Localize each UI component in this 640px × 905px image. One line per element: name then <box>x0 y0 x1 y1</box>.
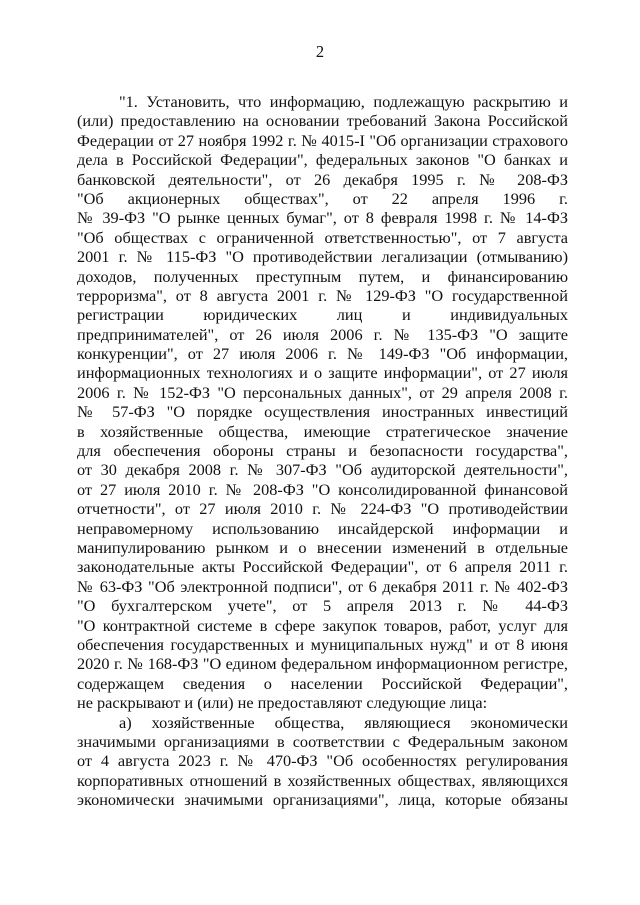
text-line: № 39-ФЗ "О рынке ценных бумаг", от 8 февраля 1998 г. № 14-ФЗ <box>77 208 568 228</box>
text-line: регистрации юридических лиц и индивидуальных <box>77 305 568 325</box>
text-line: "1. Установить, что информацию, подлежащую раскрытию и <box>119 92 568 111</box>
text-line: экономически значимыми организациями", лица, которые обязаны <box>77 790 568 810</box>
text-line: терроризма", от 8 августа 2001 г. № 129-ФЗ "О государственной <box>77 285 568 305</box>
text-line: от 4 августа 2023 г. № 470-ФЗ "Об особенностях регулирования <box>77 751 568 771</box>
text-line: от 30 декабря 2008 г. № 307-ФЗ "Об аудиторской деятельности", <box>77 460 568 480</box>
text-line: 2001 г. № 115-ФЗ "О противодействии легализации (отмыванию) <box>77 247 568 267</box>
text-line: дела в Российской Федерации", федеральных законов "О банках и <box>77 150 568 170</box>
text-line: № 57-ФЗ "О порядке осуществления иностранных инвестиций <box>77 402 568 422</box>
text-line: манипулированию рынком и о внесении изменений в отдельные <box>77 537 568 557</box>
text-line: содержащем сведения о населении Российской Федерации", <box>77 673 568 693</box>
text-line: № 63-ФЗ "Об электронной подписи", от 6 декабря 2011 г. № 402-ФЗ <box>77 576 568 596</box>
text-line: Федерации от 27 ноября 1992 г. № 4015-I "Об организации страхового <box>77 130 568 150</box>
text-line: (или) предоставлению на основании требований Закона Российской <box>77 111 568 131</box>
text-line: конкуренции", от 27 июля 2006 г. № 149-ФЗ "Об информации, <box>77 344 568 364</box>
text-line: 2020 г. № 168-ФЗ "О едином федеральном информационном регистре, <box>77 654 568 674</box>
text-line: в хозяйственные общества, имеющие стратегическое значение <box>77 421 568 441</box>
text-line: "О бухгалтерском учете", от 5 апреля 2013 г. № 44-ФЗ <box>77 596 568 616</box>
text-line: обеспечения государственных и муниципальных нужд" и от 8 июня <box>77 634 568 654</box>
text-line: доходов, полученных преступным путем, и финансированию <box>77 266 568 286</box>
text-line: отчетности", от 27 июля 2010 г. № 224-ФЗ "О противодействии <box>77 499 568 519</box>
text-line: банковской деятельности", от 26 декабря 1995 г. № 208-ФЗ <box>77 169 568 189</box>
text-line: "О контрактной системе в сфере закупок товаров, работ, услуг для <box>77 615 568 635</box>
text-line: а) хозяйственные общества, являющиеся экономически <box>119 712 568 732</box>
text-line: информационных технологиях и о защите информации", от 27 июля <box>77 363 568 383</box>
page-number: 2 <box>315 42 325 61</box>
text-line: значимыми организациями в соответствии с Федеральным законом <box>77 731 568 751</box>
text-line: "Об обществах с ограниченной ответственностью", от 7 августа <box>77 227 568 247</box>
text-line: не раскрывают и (или) не предоставляют следующие лица: <box>77 693 488 713</box>
body-text <box>77 92 568 809</box>
text-line: от 27 июля 2010 г. № 208-ФЗ "О консолидированной финансовой <box>77 479 568 499</box>
text-line: предпринимателей", от 26 июля 2006 г. № 135-ФЗ "О защите <box>77 324 568 344</box>
text-line: корпоративных отношений в хозяйственных обществах, являющихся <box>77 770 568 790</box>
text-line: 2006 г. № 152-ФЗ "О персональных данных", от 29 апреля 2008 г. <box>77 382 568 402</box>
text-line: "Об акционерных обществах", от 22 апреля 1996 г. <box>77 188 568 208</box>
text-line: неправомерному использованию инсайдерской информации и <box>77 518 568 538</box>
text-line: законодательные акты Российской Федерации", от 6 апреля 2011 г. <box>77 557 568 577</box>
text-line: для обеспечения обороны страны и безопасности государства", <box>77 441 568 461</box>
